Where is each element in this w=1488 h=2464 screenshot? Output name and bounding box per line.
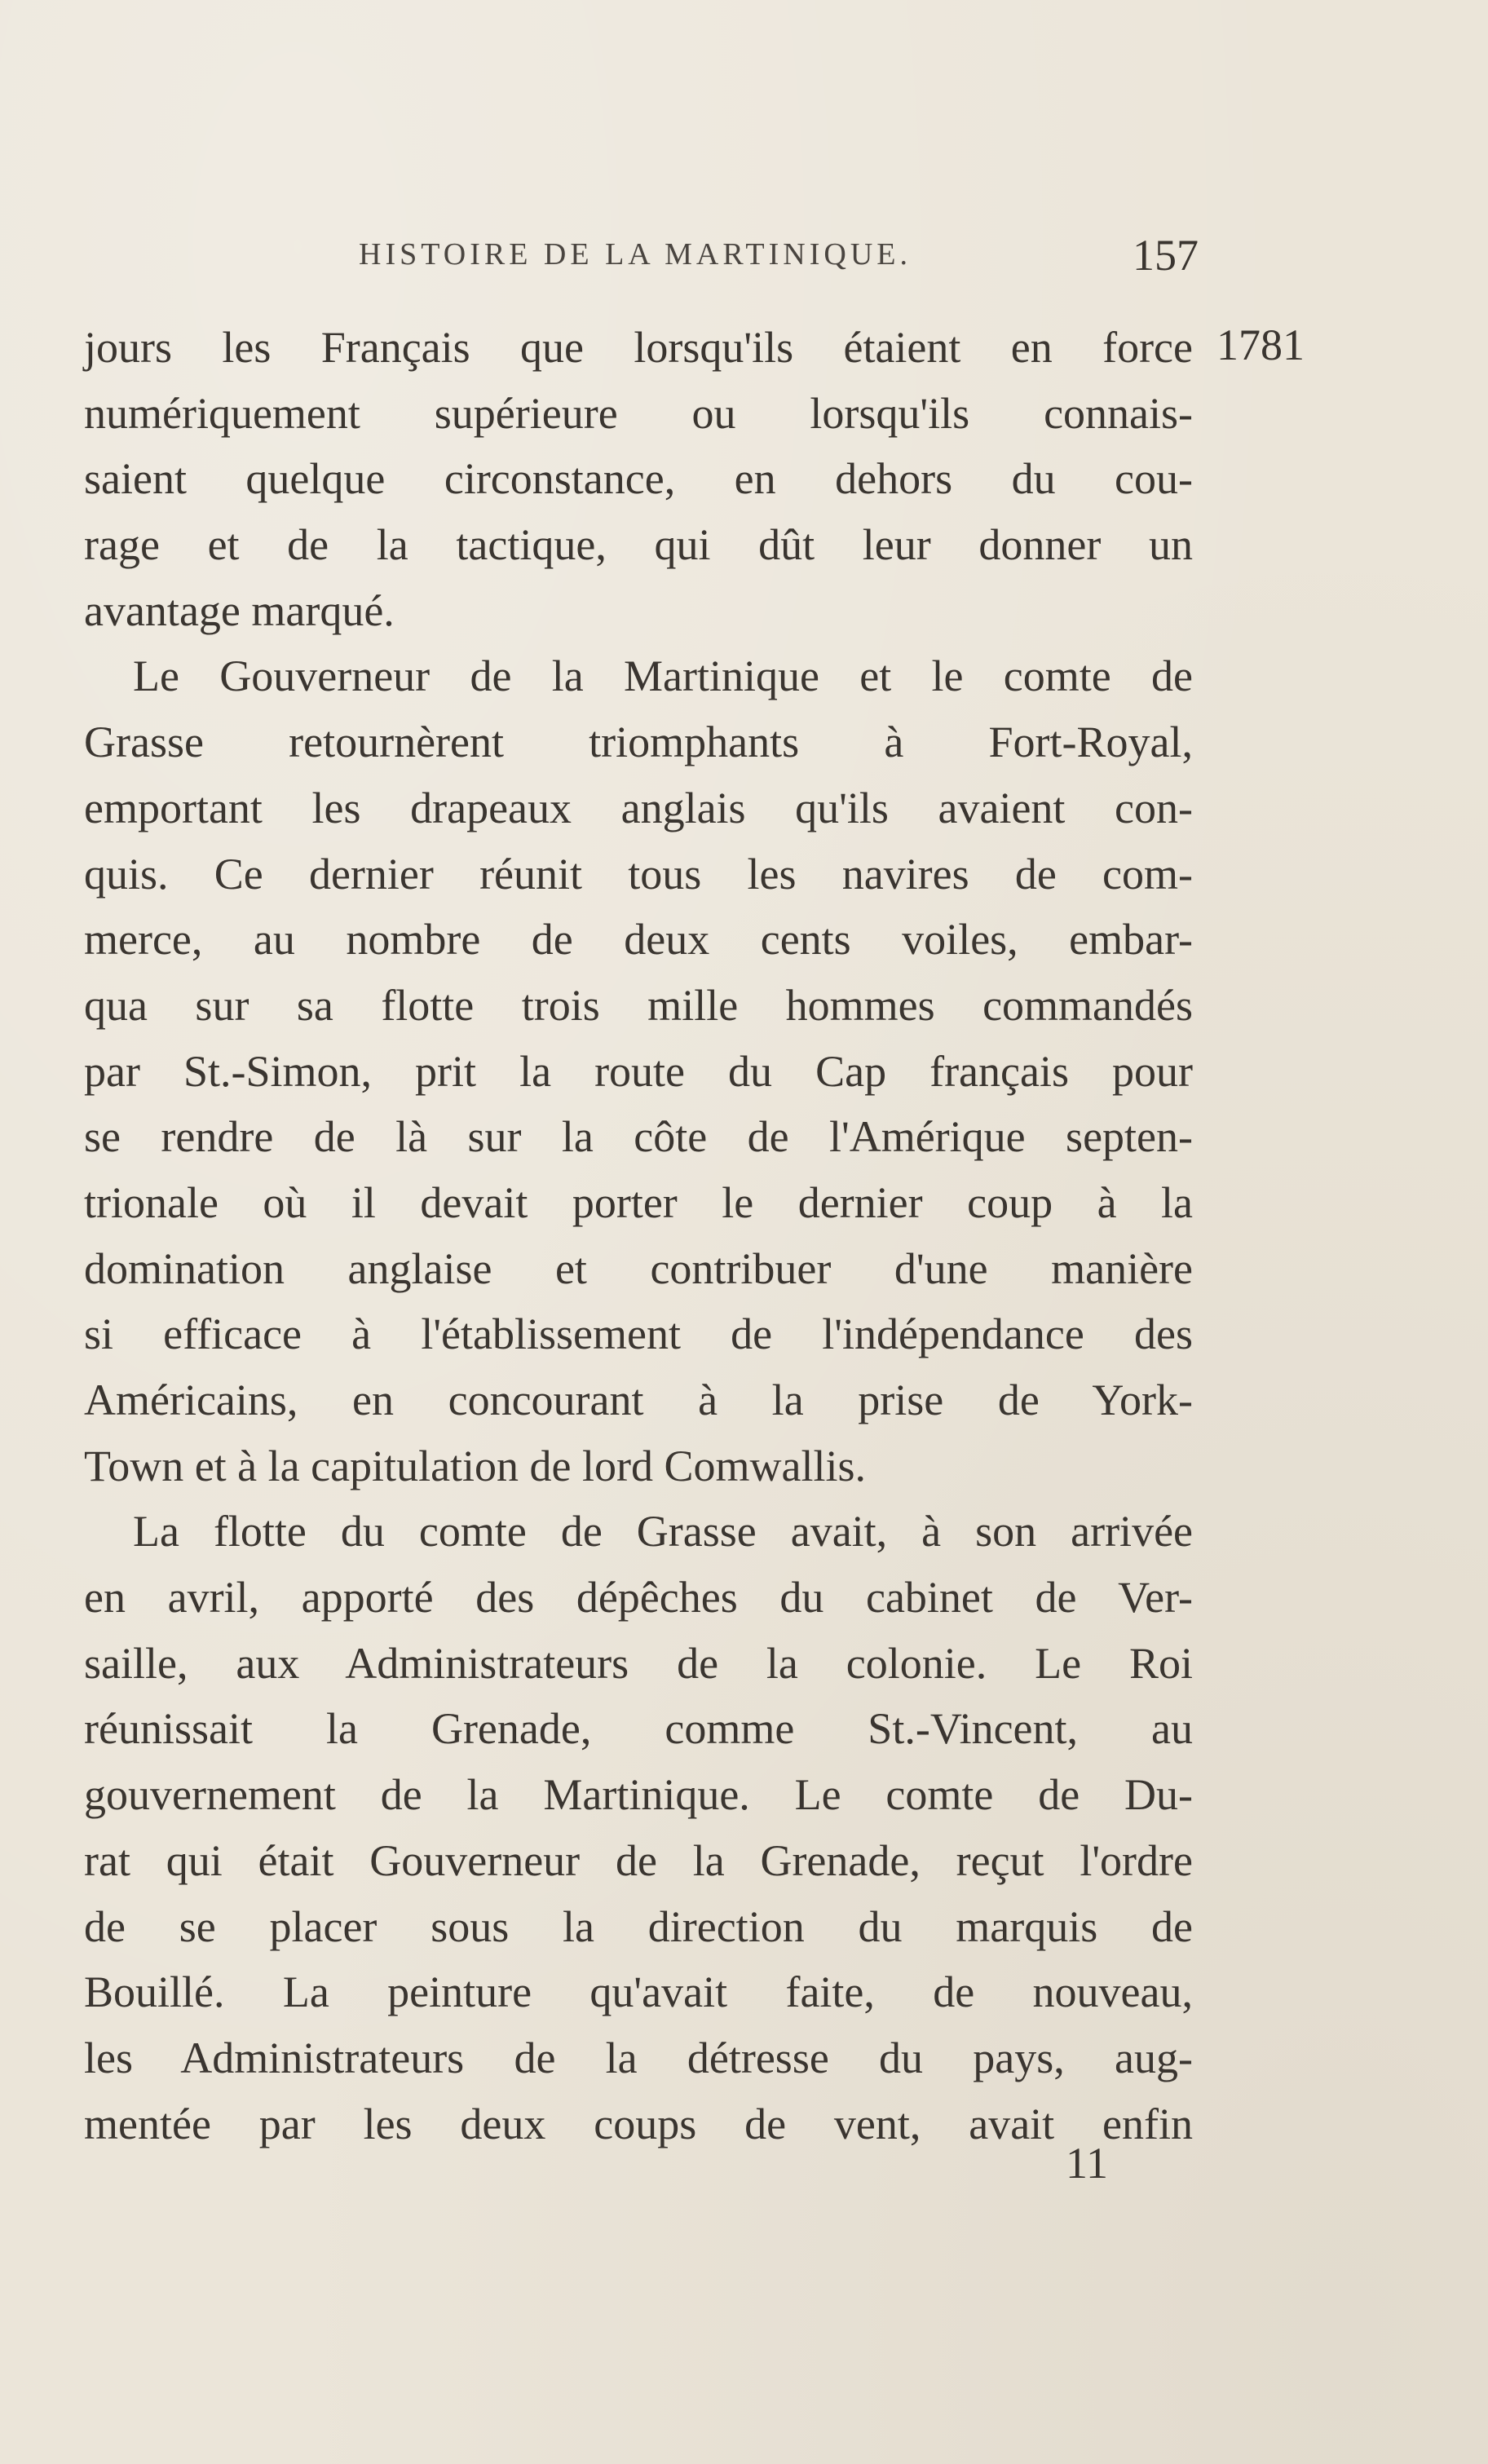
text-line: rage et de la tactique, qui dût leur donner un (84, 520, 1193, 570)
running-title: HISTOIRE DE LA MARTINIQUE. (359, 237, 912, 272)
text-line: domination anglaise et contribuer d'une manière (84, 1243, 1193, 1293)
text-line: quis. Ce dernier réunit tous les navires de com- (84, 849, 1193, 899)
text-line: Américains, en concourant à la prise de York- (84, 1376, 1193, 1424)
text-line: gouvernement de la Martinique. Le comte de Du- (84, 1770, 1193, 1820)
text-line: Bouillé. La peinture qu'avait faite, de nouveau, (84, 1967, 1193, 2017)
running-head (359, 230, 1199, 279)
text-line: si efficace à l'établissement de l'indépendance des (84, 1309, 1193, 1359)
margin-year-note: 1781 (1216, 320, 1305, 369)
text-line: emportant les drapeaux anglais qu'ils avaient con- (84, 783, 1193, 832)
signature-mark: 11 (1066, 2139, 1108, 2188)
text-line: qua sur sa flotte trois mille hommes commandés (84, 980, 1193, 1030)
body-text (84, 315, 1193, 2157)
text-line: saille, aux Administrateurs de la colonie. Le Roi (84, 1638, 1193, 1688)
text-line: réunissait la Grenade, comme St.-Vincent, au (84, 1704, 1193, 1754)
text-line: trionale où il devait porter le dernier coup à la (84, 1177, 1193, 1227)
text-line: La flotte du comte de Grasse avait, à son arrivée (133, 1507, 1193, 1557)
text-line: se rendre de là sur la côte de l'Amérique septen- (84, 1112, 1193, 1162)
text-line: de se placer sous la direction du marquis de (84, 1901, 1193, 1951)
text-line: saient quelque circonstance, en dehors du cou- (84, 454, 1193, 504)
text-line: Grasse retournèrent triomphants à Fort-Royal, (84, 718, 1193, 767)
text-line: en avril, apporté des dépêches du cabinet de Ver- (84, 1573, 1193, 1623)
text-line: jours les Français que lorsqu'ils étaient en force (84, 323, 1193, 372)
text-line: rat qui était Gouverneur de la Grenade, reçut l'ordre (84, 1835, 1193, 1885)
text-line: mentée par les deux coups de vent, avait enfin (84, 2099, 1193, 2148)
text-line: merce, au nombre de deux cents voiles, embar- (84, 915, 1193, 965)
text-line: les Administrateurs de la détresse du pays, aug- (84, 2033, 1193, 2082)
text-line: par St.-Simon, prit la route du Cap français pour (84, 1046, 1193, 1096)
text-line: Le Gouverneur de la Martinique et le comte de (133, 651, 1193, 701)
text-line: avantage marqué. (84, 585, 395, 635)
text-line: Town et à la capitulation de lord Comwallis. (84, 1441, 867, 1490)
page-number: 157 (1133, 231, 1199, 280)
text-line: numériquement supérieure ou lorsqu'ils connais- (84, 388, 1193, 438)
